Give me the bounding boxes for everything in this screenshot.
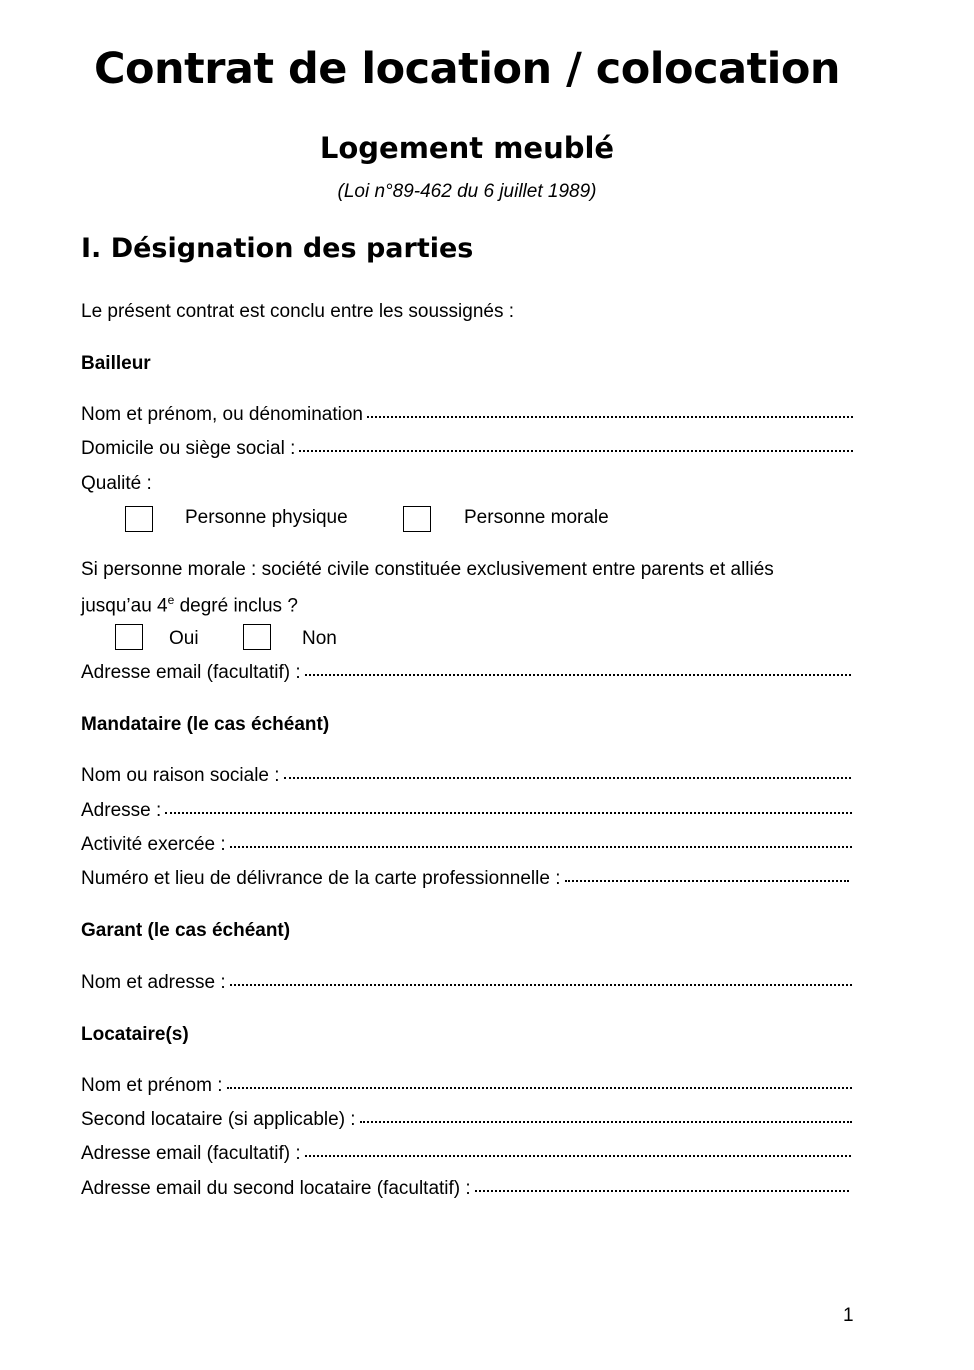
checkbox-personne-morale[interactable] [403, 506, 431, 532]
section-heading: I. Désignation des parties [81, 233, 474, 264]
mandataire-activity-line[interactable] [230, 846, 852, 848]
bailleur-domicile-line[interactable] [299, 450, 853, 452]
document-subtitle: Logement meublé [319, 131, 615, 165]
bailleur-email-label: Adresse email (facultatif) : [81, 662, 301, 683]
sci-question-line1: Si personne morale : société civile constituée exclusivement entre parents et alliés [81, 559, 774, 580]
bailleur-heading: Bailleur [81, 353, 151, 374]
garant-label: Nom et adresse : [81, 972, 226, 993]
oui-label: Oui [169, 628, 199, 649]
mandataire-card-field[interactable] [81, 868, 849, 890]
mandataire-name-label: Nom ou raison sociale : [81, 765, 280, 786]
mandataire-card-line[interactable] [565, 880, 850, 882]
bailleur-name-field[interactable] [81, 404, 853, 426]
second-locataire-email-label: Adresse email du second locataire (facultatif) : [81, 1178, 471, 1199]
sci-question-post: degré inclus ? [174, 595, 298, 617]
mandataire-address-line[interactable] [165, 812, 852, 814]
mandataire-activity-field[interactable] [81, 834, 852, 856]
personne-physique-label: Personne physique [185, 507, 348, 528]
locataire-email-label: Adresse email (facultatif) : [81, 1143, 301, 1164]
garant-heading: Garant (le cas échéant) [81, 920, 291, 941]
locataire-name-field[interactable] [81, 1075, 852, 1097]
bailleur-email-line[interactable] [305, 674, 851, 676]
mandataire-card-label: Numéro et lieu de délivrance de la carte professionnelle : [81, 868, 561, 889]
second-locataire-label: Second locataire (si applicable) : [81, 1109, 356, 1130]
locataires-heading: Locataire(s) [81, 1024, 189, 1045]
mandataire-heading: Mandataire (le cas échéant) [81, 714, 330, 735]
intro-text: Le présent contrat est conclu entre les soussignés : [81, 301, 515, 322]
law-reference: (Loi n°89-462 du 6 juillet 1989) [337, 181, 597, 202]
checkbox-personne-physique[interactable] [125, 506, 153, 532]
sci-question-pre: jusqu’au 4 [81, 595, 168, 617]
qualite-label: Qualité : [81, 473, 152, 494]
bailleur-email-field[interactable] [81, 662, 851, 684]
locataire-name-label: Nom et prénom : [81, 1075, 223, 1096]
bailleur-name-label: Nom et prénom, ou dénomination [81, 404, 363, 425]
checkbox-non[interactable] [243, 624, 271, 650]
second-locataire-line[interactable] [360, 1121, 852, 1123]
mandataire-name-field[interactable] [81, 765, 851, 787]
second-locataire-email-line[interactable] [475, 1190, 849, 1192]
page-number: 1 [843, 1305, 854, 1326]
sci-question-line2 [81, 593, 298, 617]
second-locataire-email-field[interactable] [81, 1178, 849, 1200]
sci-question-sup: e [167, 593, 175, 607]
document-title: Contrat de location / colocation [93, 44, 841, 94]
locataire-email-field[interactable] [81, 1143, 851, 1165]
checkbox-oui[interactable] [115, 624, 143, 650]
bailleur-name-line[interactable] [367, 416, 853, 418]
bailleur-domicile-field[interactable] [81, 438, 853, 460]
bailleur-domicile-label: Domicile ou siège social : [81, 438, 296, 459]
second-locataire-field[interactable] [81, 1109, 852, 1131]
non-label: Non [302, 628, 337, 649]
mandataire-address-label: Adresse : [81, 800, 162, 821]
locataire-name-line[interactable] [227, 1087, 853, 1089]
garant-field[interactable] [81, 972, 852, 994]
mandataire-name-line[interactable] [284, 777, 851, 779]
mandataire-activity-label: Activité exercée : [81, 834, 226, 855]
mandataire-address-field[interactable] [81, 800, 852, 822]
locataire-email-line[interactable] [305, 1155, 851, 1157]
garant-line[interactable] [230, 984, 852, 986]
personne-morale-label: Personne morale [464, 507, 609, 528]
